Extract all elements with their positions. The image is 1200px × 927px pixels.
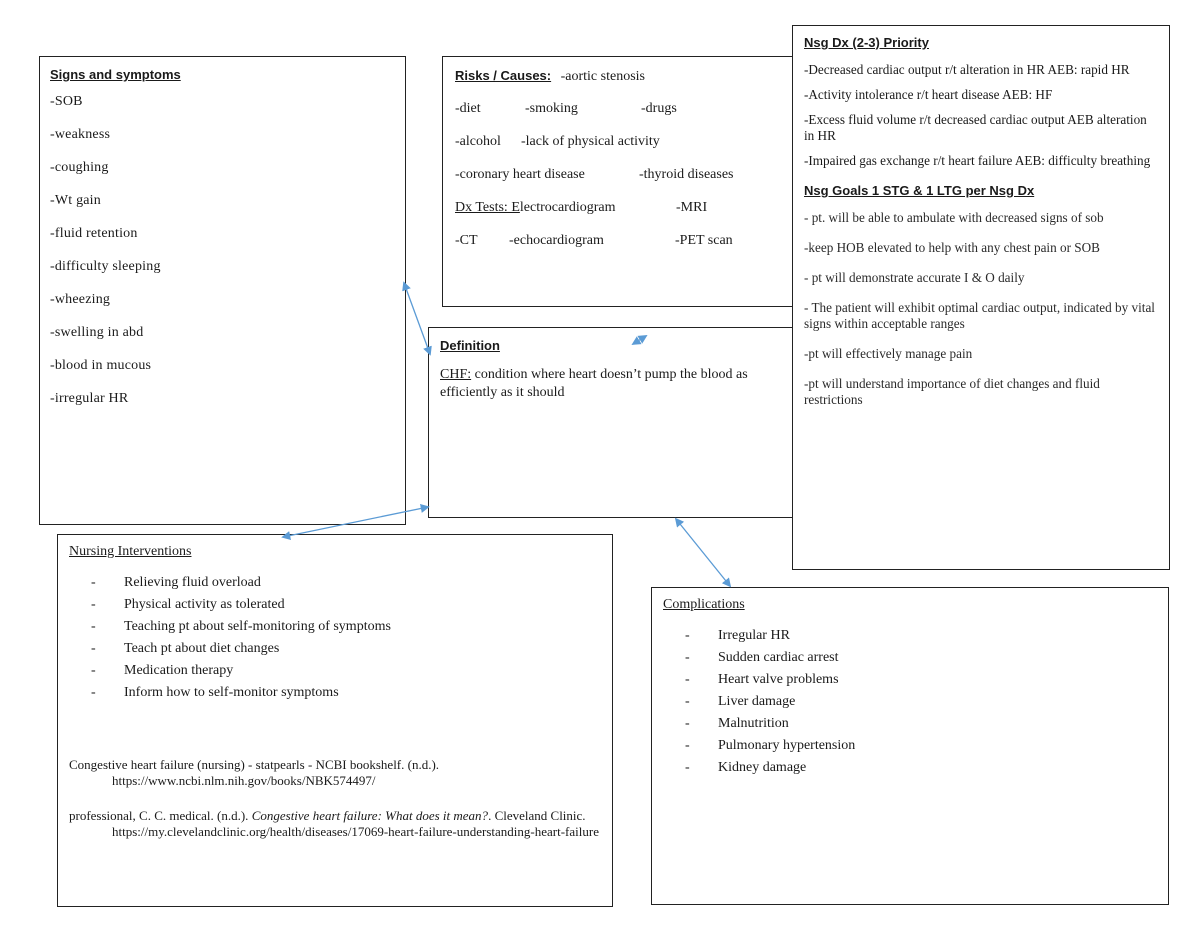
intervention-text: Inform how to self-monitor symptoms	[124, 685, 339, 700]
bullet-dash: -	[685, 672, 690, 687]
bullet-dash: -	[91, 663, 96, 678]
definition-box	[428, 327, 796, 518]
risks-causes-box	[442, 56, 793, 307]
nursing-goals-title: Nsg Goals 1 STG & 1 LTG per Nsg Dx	[804, 183, 1035, 198]
complication-text: Malnutrition	[718, 716, 789, 731]
bullet-dash: -	[91, 641, 96, 656]
nursing-dx-box	[792, 25, 1170, 570]
signs-symptoms-title: Signs and symptoms	[50, 67, 181, 82]
complication-text: Pulmonary hypertension	[718, 738, 856, 753]
reference-1: Congestive heart failure (nursing) - statpearls - NCBI bookshelf. (n.d.). https://www.ncbi.nlm.nih.gov/books/NBK574497/	[69, 757, 440, 788]
symptom-item: -swelling in abd	[50, 325, 144, 340]
interventions-title: Nursing Interventions	[69, 544, 192, 559]
bullet-dash: -	[685, 628, 690, 643]
complication-item	[685, 647, 1157, 669]
risk-item: -lack of physical activity	[521, 134, 660, 149]
nursing-goal-item: -pt will effectively manage pain	[804, 346, 973, 361]
nursing-dx-title: Nsg Dx (2-3) Priority	[804, 35, 929, 50]
symptom-item: -SOB	[50, 94, 83, 109]
symptom-item: -irregular HR	[50, 391, 129, 406]
nursing-goal-item: -keep HOB elevated to help with any chest pain or SOB	[804, 240, 1100, 255]
risk-item: -diet	[455, 101, 481, 116]
risks-title: Risks / Causes:	[455, 68, 552, 83]
complications-list	[663, 625, 1157, 779]
dx-test-item: lectrocardiogram	[519, 200, 616, 215]
symptom-item: -fluid retention	[50, 226, 138, 241]
dx-test-item: -echocardiogram	[509, 233, 604, 248]
complication-item	[685, 669, 1157, 691]
reference-2-author: professional, C. C. medical. (n.d.).	[69, 808, 252, 823]
bullet-dash: -	[91, 685, 96, 700]
complication-text: Irregular HR	[718, 628, 790, 643]
bullet-dash: -	[685, 650, 690, 665]
intervention-item	[91, 638, 601, 660]
bullet-dash: -	[91, 575, 96, 590]
complication-text: Kidney damage	[718, 760, 807, 775]
risk-item: -aortic stenosis	[560, 69, 645, 84]
risk-item: -smoking	[525, 101, 578, 116]
dx-test-item: -CT	[455, 233, 478, 248]
dx-tests-label: Dx Tests: E	[455, 200, 520, 215]
intervention-text: Teaching pt about self-monitoring of symptoms	[124, 619, 391, 634]
complication-item	[685, 691, 1157, 713]
bullet-dash: -	[91, 597, 96, 612]
complication-item	[685, 757, 1157, 779]
complication-item	[685, 625, 1157, 647]
reference-2-title: Congestive heart failure: What does it mean?	[251, 808, 489, 823]
nursing-dx-item: -Excess fluid volume r/t decreased cardiac output AEB alteration in HR	[804, 112, 1147, 143]
nursing-goal-item: -pt will understand importance of diet changes and fluid restrictions	[804, 376, 1100, 407]
definition-term: CHF:	[440, 367, 472, 382]
reference-2	[69, 808, 601, 840]
bullet-dash: -	[91, 619, 96, 634]
reference-2-source: . Cleveland Clinic. https://my.clevelandclinic.org/health/diseases/17069-heart-failure-understanding-heart-failure	[112, 808, 599, 839]
intervention-item	[91, 660, 601, 682]
complication-text: Sudden cardiac arrest	[718, 650, 839, 665]
intervention-item	[91, 682, 601, 704]
arrow-signs-definition	[404, 283, 430, 354]
definition-title: Definition	[440, 338, 500, 353]
intervention-text: Physical activity as tolerated	[124, 597, 285, 612]
intervention-text: Teach pt about diet changes	[124, 641, 280, 656]
intervention-text: Medication therapy	[124, 663, 234, 678]
bullet-dash: -	[685, 694, 690, 709]
symptom-item: -weakness	[50, 127, 111, 142]
signs-symptoms-box	[39, 56, 406, 525]
complication-text: Liver damage	[718, 694, 796, 709]
intervention-item	[91, 616, 601, 638]
intervention-item	[91, 572, 601, 594]
dx-test-item: -PET scan	[675, 233, 733, 248]
definition-text	[440, 366, 784, 402]
bullet-dash: -	[685, 760, 690, 775]
complications-title: Complications	[663, 597, 745, 612]
bullet-dash: -	[685, 716, 690, 731]
nursing-goal-item: - The patient will exhibit optimal cardiac output, indicated by vital signs within acceptable ranges	[804, 300, 1155, 331]
symptom-item: -wheezing	[50, 292, 111, 307]
nursing-dx-item: -Impaired gas exchange r/t heart failure AEB: difficulty breathing	[804, 153, 1151, 168]
definition-body: condition where heart doesn’t pump the blood as efficiently as it should	[440, 367, 748, 400]
risk-item: -coronary heart disease	[455, 167, 585, 182]
references	[69, 757, 601, 840]
complication-item	[685, 735, 1157, 757]
risk-item: -thyroid diseases	[639, 167, 734, 182]
risk-item: -alcohol	[455, 134, 501, 149]
arrow-definition-complications	[676, 519, 730, 586]
symptom-item: -difficulty sleeping	[50, 259, 161, 274]
complication-item	[685, 713, 1157, 735]
intervention-item	[91, 594, 601, 616]
risk-item: -drugs	[641, 101, 677, 116]
symptom-item: -coughing	[50, 160, 109, 175]
symptom-item: -Wt gain	[50, 193, 101, 208]
nursing-goal-item: - pt will demonstrate accurate I & O daily	[804, 270, 1025, 285]
intervention-text: Relieving fluid overload	[124, 575, 261, 590]
interventions-list	[69, 572, 601, 704]
nursing-dx-item: -Decreased cardiac output r/t alteration in HR AEB: rapid HR	[804, 62, 1130, 77]
complications-box	[651, 587, 1169, 905]
nursing-goal-item: - pt. will be able to ambulate with decreased signs of sob	[804, 210, 1104, 225]
bullet-dash: -	[685, 738, 690, 753]
symptom-item: -blood in mucous	[50, 358, 152, 373]
complication-text: Heart valve problems	[718, 672, 839, 687]
nursing-interventions-box	[57, 534, 613, 907]
nursing-dx-item: -Activity intolerance r/t heart disease AEB: HF	[804, 87, 1053, 102]
dx-test-item: -MRI	[676, 200, 708, 215]
